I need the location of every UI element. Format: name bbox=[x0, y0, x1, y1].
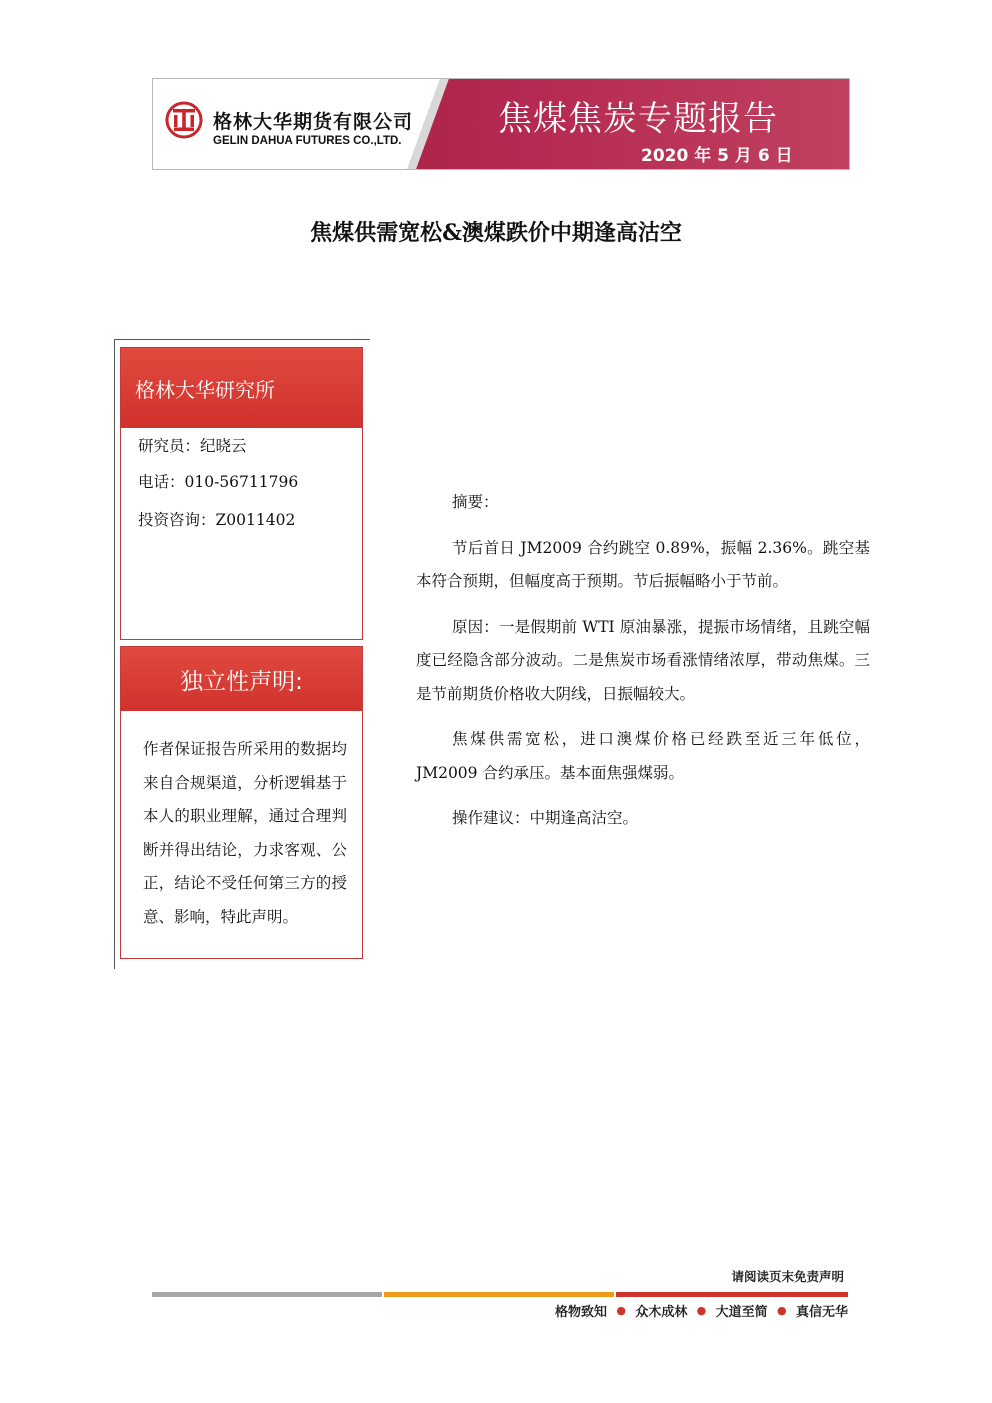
researcher-name: 研究员：纪晓云 bbox=[138, 437, 247, 455]
statement-heading: 独立性声明: bbox=[121, 647, 362, 711]
independence-statement-box bbox=[120, 646, 363, 959]
report-date: 2020 年 5 月 6 日 bbox=[641, 146, 793, 166]
researcher-license: 投资咨询：Z0011402 bbox=[138, 511, 296, 529]
report-series-title: 焦煤焦炭专题报告 bbox=[498, 99, 778, 139]
footer-bar-red bbox=[616, 1292, 848, 1297]
bullet-icon: ● bbox=[776, 1304, 787, 1317]
summary-paragraph-1: 节后首日 JM2009 合约跳空 0.89%，振幅 2.36%。跳空基本符合预期，但幅度高于预期。节后振幅略小于节前。 bbox=[416, 538, 870, 590]
gelin-dahua-logo-icon bbox=[165, 101, 203, 139]
motto-item: 格物致知 bbox=[555, 1305, 608, 1320]
bullet-icon: ● bbox=[616, 1304, 626, 1317]
company-motto bbox=[555, 1301, 848, 1320]
summary-paragraph-3: 焦煤供需宽松，进口澳煤价格已经跌至近三年低位，JM2009 合约承压。基本面焦强煤弱。 bbox=[416, 730, 870, 782]
report-headline: 焦煤供需宽松&澳煤跌价中期逢高沽空 bbox=[310, 220, 682, 246]
statement-text: 作者保证报告所采用的数据均来自合规渠道，分析逻辑基于本人的职业理解，通过合理判断并得出结论，力求客观、公正，结论不受任何第三方的授意、影响，特此声明。 bbox=[143, 740, 347, 926]
institute-heading: 格林大华研究所 bbox=[121, 348, 362, 428]
bullet-icon: ● bbox=[696, 1304, 707, 1317]
researcher-phone: 电话：010-56711796 bbox=[138, 473, 299, 491]
summary-paragraph-4: 操作建议：中期逢高沽空。 bbox=[452, 809, 639, 827]
motto-item: 众木成林 bbox=[635, 1305, 688, 1320]
summary-section bbox=[416, 486, 870, 836]
disclaimer-note: 请阅读页末免责声明 bbox=[731, 1269, 844, 1284]
summary-paragraph-2: 原因：一是假期前 WTI 原油暴涨，提振市场情绪，且跳空幅度已经隐含部分波动。二是焦炭市场看涨情绪浓厚，带动焦煤。三是节前期货价格收大阴线，日振幅较大。 bbox=[416, 617, 870, 703]
company-name-cn: 格林大华期货有限公司 bbox=[213, 111, 414, 133]
company-name-en: GELIN DAHUA FUTURES CO.,LTD. bbox=[213, 135, 402, 147]
footer-bar-orange bbox=[384, 1292, 614, 1297]
footer-bar-gray bbox=[152, 1292, 382, 1297]
researcher-info-box bbox=[120, 347, 363, 640]
motto-item: 大道至简 bbox=[715, 1305, 768, 1320]
summary-label: 摘要： bbox=[452, 493, 499, 511]
motto-item: 真信无华 bbox=[795, 1305, 848, 1320]
report-header-banner bbox=[152, 78, 850, 170]
